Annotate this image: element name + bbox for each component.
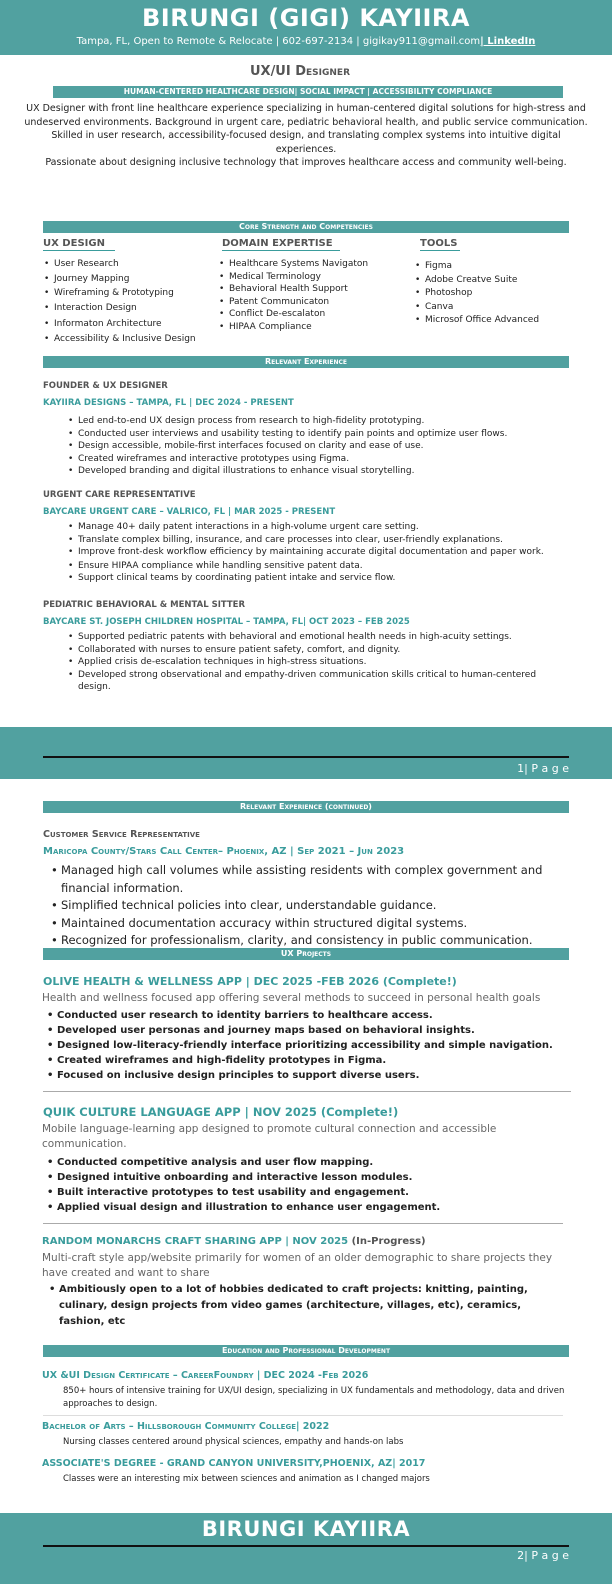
project-bullet: • Ambitiously open to a lot of hobbies dedicated to craft projects: knitting, painting, culinary, design projects from video games (architecture, villages, etc), ceramics, fashion, etc: [48, 1282, 568, 1330]
domain-expertise-title: DOMAIN EXPERTISE: [222, 238, 340, 251]
project-bullet: • Developed user personas and journey maps based on behavioral insights.: [46, 1023, 566, 1038]
education-title: UX &UI Design Certificate – CareerFoundry | DEC 2024 -Feb 2026: [42, 1370, 369, 1381]
contact-line: [0, 36, 612, 47]
footer-name: BIRUNGI KAYIIRA: [201, 1517, 411, 1541]
job-company: BAYCARE URGENT CARE – VALRICO, FL | MAR 2025 - PRESENT: [43, 507, 336, 517]
page-footer-rule: [43, 756, 569, 758]
project-title: QUIK CULTURE LANGUAGE APP | NOV 2025 (Complete!): [43, 1105, 399, 1119]
tools-title: TOOLS: [420, 238, 460, 251]
job-title: Customer Service Representative: [43, 829, 200, 840]
job-bullet: • Ensure HIPAA compliance while handling sensitive patent data.: [67, 560, 597, 573]
education-description: Nursing classes centered around physical sciences, empathy and hands-on labs: [63, 1437, 404, 1447]
job-bullet: • Conducted user interviews and usability testing to identify pain points and optimize user flows.: [67, 428, 577, 441]
skill-item: • User Research: [43, 258, 223, 271]
project-title: RANDOM MONARCHS CRAFT SHARING APP | NOV 2025: [42, 1236, 349, 1247]
job-bullet: • Simplified technical policies into clear, understandable guidance.: [50, 897, 570, 915]
competencies-heading: Core Strength and Competencies: [43, 221, 569, 233]
project-title: OLIVE HEALTH & WELLNESS APP | DEC 2025 -FEB 2026 (Complete!): [43, 975, 457, 988]
job-bullet: • Manage 40+ daily patent interactions in a high-volume urgent care setting.: [67, 521, 597, 534]
job-title: PEDIATRIC BEHAVIORAL & MENTAL SITTER: [43, 600, 246, 610]
job-bullet: • Supported pediatric patents with behavioral and emotional health needs in high-acuity settings.: [67, 631, 562, 644]
tool-item: • Microsof Office Advanced: [414, 314, 574, 327]
job-bullet: • Translate complex billing, insurance, and care processes into clear, user-friendly explanations.: [67, 534, 597, 547]
resume-name: BIRUNGI (GIGI) KAYIIRA: [142, 4, 470, 32]
project-bullets: [46, 1155, 566, 1215]
project-bullets: [48, 1282, 568, 1330]
education-description: Classes were an interesting mix between sciences and animation as I changed majors: [63, 1474, 430, 1484]
job-company: Maricopa County/Stars Call Center– Phoenix, AZ | Sep 2021 – Jun 2023: [43, 846, 405, 857]
job-bullet: • Applied crisis de-escalation techniques in high-stress situations.: [67, 656, 562, 669]
job-bullet: • Design accessible, mobile-first interfaces focused on clarity and ease of use.: [67, 440, 577, 453]
tool-item: • Adobe Creatve Suite: [414, 274, 574, 287]
job-bullets: [67, 521, 597, 585]
skill-item: • Journey Mapping: [43, 273, 223, 286]
role-title: UX/UI Designer: [249, 64, 350, 79]
skill-item: • Informaton Architecture: [43, 318, 223, 331]
project-description: Health and wellness focused app offering several methods to succeed in personal health goals: [42, 992, 541, 1004]
page-number: [517, 762, 569, 775]
summary-line: Skilled in user research, accessibility-focused design, and translating complex systems into intuitive digital experiences.: [51, 130, 561, 155]
page-number-label: | P a g e: [524, 1549, 569, 1562]
skill-item: • Interaction Design: [43, 302, 223, 315]
project-bullet: • Applied visual design and illustration to enhance user engagement.: [46, 1200, 566, 1215]
summary-line: UX Designer with front line healthcare experience specializing in human-centered digital solutions for high-stress and: [26, 103, 586, 114]
linkedin-link[interactable]: | LinkedIn: [480, 36, 536, 47]
job-bullet: • Led end-to-end UX design process from research to high-fidelity prototyping.: [67, 415, 577, 428]
job-bullet: • Improve front-desk workflow efficiency by maintaining accurate digital documentation and paper work.: [67, 546, 597, 559]
project-status: (In-Progress): [351, 1236, 426, 1247]
education-title: Bachelor of Arts – Hillsborough Community College| 2022: [42, 1421, 330, 1432]
project-title-line: [42, 1236, 426, 1247]
job-bullets: [67, 415, 577, 478]
job-bullet: • Developed branding and digital illustrations to enhance visual storytelling.: [67, 465, 577, 478]
project-bullet: • Built interactive prototypes to test usability and engagement.: [46, 1185, 566, 1200]
project-bullet: • Focused on inclusive design principles to support diverse users.: [46, 1068, 566, 1083]
education-title: ASSOCIATE'S DEGREE - GRAND CANYON UNIVERSITY,PHOENIX, AZ| 2017: [42, 1458, 426, 1469]
job-bullet: • Recognized for professionalism, clarity, and consistency in public communication.: [50, 932, 570, 950]
education-heading: Education and Professional Development: [43, 1345, 569, 1357]
ux-design-title: UX DESIGN: [43, 238, 115, 251]
projects-heading: UX Projects: [43, 948, 569, 960]
job-bullet: • Support clinical teams by coordinating patient intake and service flow.: [67, 572, 597, 585]
job-bullets: [67, 631, 562, 694]
project-bullet: • Designed low-literacy-friendly interface prioritizing accessibility and simple navigation.: [46, 1038, 566, 1053]
education-divider: [43, 1415, 563, 1416]
skill-item: • Medical Terminology: [218, 271, 408, 284]
job-bullet: • Collaborated with nurses to ensure patient safety, comfort, and dignity.: [67, 644, 562, 657]
job-bullet: • Developed strong observational and empathy-driven communication skills critical to human-centered design.: [67, 669, 562, 694]
project-bullet: • Designed intuitive onboarding and interactive lesson modules.: [46, 1170, 566, 1185]
project-bullet: • Conducted competitive analysis and user flow mapping.: [46, 1155, 566, 1170]
tool-item: • Figma: [414, 260, 574, 273]
skill-item: • HIPAA Compliance: [218, 321, 408, 334]
project-description: Mobile language-learning app designed to promote cultural connection and accessible communication.: [42, 1123, 497, 1150]
tool-item: • Photoshop: [414, 287, 574, 300]
tool-item: • Canva: [414, 301, 574, 314]
page-number-value: 1: [517, 762, 525, 775]
page-footer-rule: [43, 1545, 569, 1547]
project-bullet: • Conducted user research to identity barriers to healthcare access.: [46, 1008, 566, 1023]
project-bullets: [46, 1008, 566, 1083]
contact-info: Tampa, FL, Open to Remote & Relocate | 602-697-2134 | gigikay911@gmail.com: [76, 36, 481, 47]
summary-line: undeserved environments. Background in urgent care, pediatric behavioral health, and public service communication.: [24, 116, 588, 128]
skill-item: • Healthcare Systems Navigaton: [218, 258, 408, 271]
skill-item: • Accessibility & Inclusive Design: [43, 333, 223, 346]
project-description: Multi-craft style app/website primarily for women of an older demographic to share projects they have created and want to share: [42, 1252, 553, 1279]
page-number-value: 2: [517, 1549, 525, 1562]
role-tagline: HUMAN-CENTERED HEALTHCARE DESIGN| SOCIAL IMPACT | ACCESSIBILITY COMPLIANCE: [53, 86, 563, 98]
page-number: [517, 1549, 569, 1562]
project-divider: [43, 1223, 563, 1224]
job-title: FOUNDER & UX DESIGNER: [43, 381, 168, 391]
job-company: KAYIIRA DESIGNS – TAMPA, FL | DEC 2024 - PRESENT: [43, 398, 294, 408]
domain-expertise-column: [218, 238, 408, 334]
project-bullet: • Created wireframes and high-fidelity prototypes in Figma.: [46, 1053, 566, 1068]
summary: [22, 102, 590, 170]
education-description: 850+ hours of intensive training for UX/UI design, specializing in UX fundamentals and methodology, data and driven approaches to design.: [63, 1386, 565, 1409]
project-divider: [43, 1091, 571, 1092]
skill-item: • Wireframing & Prototyping: [43, 287, 223, 300]
ux-design-column: [43, 238, 223, 346]
job-bullet: • Created wireframes and interactive prototypes using Figma.: [67, 453, 577, 466]
tools-column: [414, 238, 574, 327]
job-title: URGENT CARE REPRESENTATIVE: [43, 490, 196, 500]
job-bullet: • Maintained documentation accuracy within structured digital systems.: [50, 915, 570, 933]
job-company: BAYCARE ST. JOSEPH CHILDREN HOSPITAL – TAMPA, FL| OCT 2023 – FEB 2025: [43, 617, 410, 627]
skill-item: • Behavioral Health Support: [218, 283, 408, 296]
experience-continued-heading: Relevant Experience (continued): [43, 801, 569, 813]
skill-item: • Patent Communicaton: [218, 296, 408, 309]
page-number-label: | P a g e: [524, 762, 569, 775]
job-bullets: [50, 862, 570, 950]
job-bullet: • Managed high call volumes while assisting residents with complex government and financial information.: [50, 862, 570, 897]
experience-heading: Relevant Experience: [43, 356, 569, 368]
skill-item: • Conflict De-escalaton: [218, 308, 408, 321]
summary-line: Passionate about designing inclusive technology that improves healthcare access and community well-being.: [45, 157, 567, 169]
